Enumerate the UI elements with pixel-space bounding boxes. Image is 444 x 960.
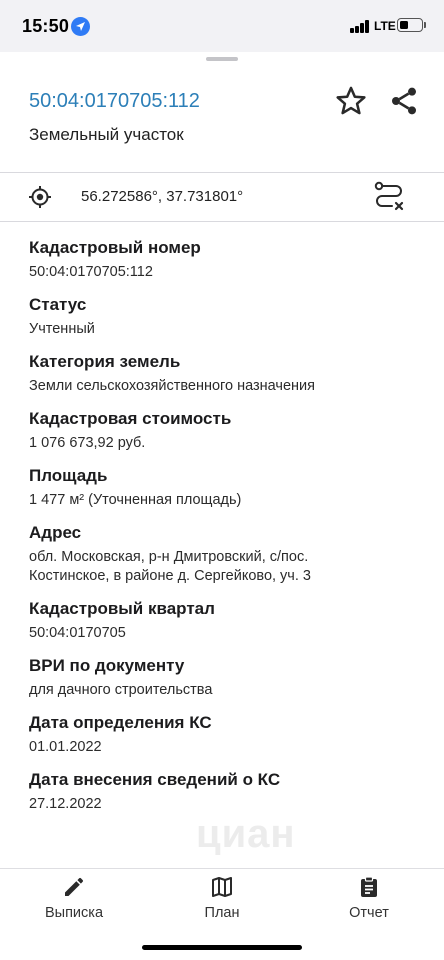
field-label: Статус — [29, 295, 87, 314]
object-type-subtitle: Земельный участок — [29, 125, 184, 144]
field-valuation-date — [29, 713, 429, 757]
cian-watermark: циан — [196, 812, 296, 856]
share-icon — [388, 84, 420, 118]
field-area — [29, 466, 429, 510]
status-bar — [0, 0, 444, 52]
field-permitted-use — [29, 656, 429, 700]
tab-report[interactable] — [309, 875, 429, 927]
field-label: Площадь — [29, 466, 108, 485]
clipboard-icon — [357, 875, 381, 899]
battery-level — [400, 21, 408, 29]
crosshair-icon[interactable] — [28, 185, 52, 209]
tab-label: Выписка — [44, 905, 104, 921]
field-label: Кадастровый номер — [29, 238, 201, 257]
coordinates-text[interactable]: 56.272586°, 37.731801° — [81, 188, 244, 205]
tab-extract[interactable] — [14, 875, 134, 927]
field-value: обл. Московская, р-н Дмитровский, с/пос. Костинское, в районе д. Сергейково, уч. 3 — [29, 549, 311, 584]
battery-tip — [424, 22, 426, 28]
field-label: ВРИ по документу — [29, 656, 185, 675]
field-value: 1 477 м² (Уточненная площадь) — [29, 492, 242, 508]
star-outline-icon — [334, 84, 368, 118]
field-value: 1 076 673,92 руб. — [29, 435, 146, 451]
field-value: 50:04:0170705 — [29, 625, 126, 641]
field-label: Адрес — [29, 523, 82, 542]
field-label: Категория земель — [29, 352, 181, 371]
field-status — [29, 295, 429, 339]
signal-icon — [350, 19, 372, 33]
parcel-header — [0, 62, 444, 172]
tab-plan[interactable] — [162, 875, 282, 927]
tab-label: Отчет — [349, 905, 389, 921]
field-land-category — [29, 352, 429, 396]
share-button[interactable] — [388, 84, 420, 118]
field-cadastral-number — [29, 238, 429, 282]
status-time: 15:50 — [22, 16, 70, 36]
sheet-handle[interactable] — [206, 57, 238, 61]
field-value: Учтенный — [29, 321, 95, 337]
field-value: для дачного строительства — [29, 682, 213, 698]
field-value: Земли сельскохозяйственного назначения — [29, 378, 315, 394]
route-cancel-icon[interactable] — [372, 180, 406, 214]
field-cadastral-quarter — [29, 599, 429, 643]
field-value: 27.12.2022 — [29, 796, 102, 812]
parcel-info-list — [29, 238, 429, 827]
tab-label: План — [204, 905, 240, 921]
field-label: Кадастровая стоимость — [29, 409, 232, 428]
coordinates-row — [0, 173, 444, 221]
field-address — [29, 523, 429, 586]
location-arrow-icon — [71, 17, 90, 36]
network-label: LTE — [374, 19, 396, 33]
map-icon — [210, 875, 234, 899]
pencil-icon — [62, 875, 86, 899]
field-label: Кадастровый квартал — [29, 599, 215, 618]
field-label: Дата внесения сведений о КС — [29, 770, 281, 789]
field-label: Дата определения КС — [29, 713, 212, 732]
field-value: 01.01.2022 — [29, 739, 102, 755]
cadastral-number-title: 50:04:0170705:112 — [29, 90, 200, 112]
field-cadastral-value — [29, 409, 429, 453]
field-entry-date — [29, 770, 429, 814]
home-indicator[interactable] — [142, 945, 302, 950]
divider — [0, 221, 444, 222]
field-value: 50:04:0170705:112 — [29, 264, 153, 280]
favorite-button[interactable] — [334, 84, 368, 118]
battery-icon — [397, 18, 423, 32]
